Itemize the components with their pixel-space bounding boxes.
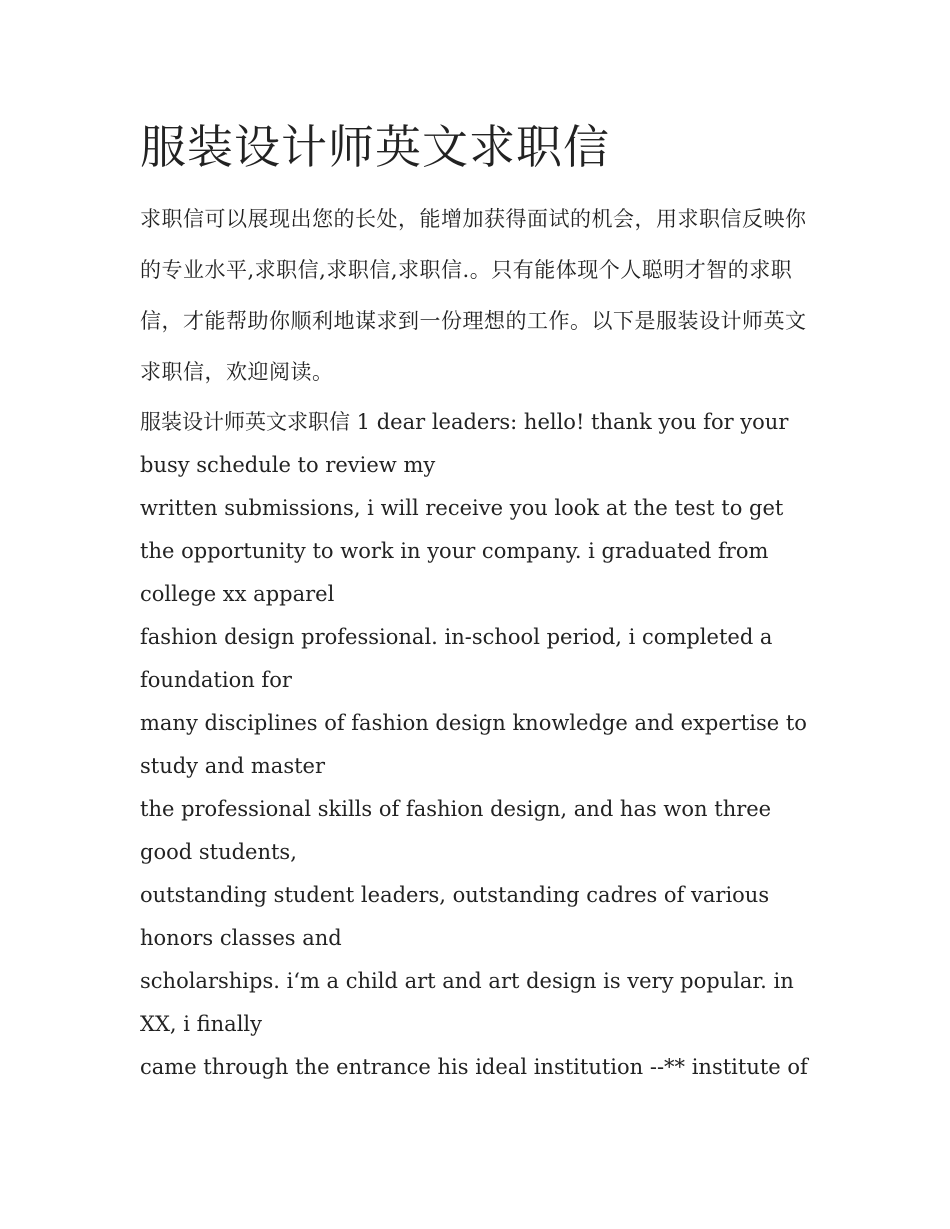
body-line-3: fashion design professional. in-school period, i completed a foundation for: [140, 625, 773, 692]
body-line-6: outstanding student leaders, outstanding cadres of various honors classes and: [140, 883, 770, 950]
body-line-8: came through the entrance his ideal institution --** institute of: [140, 1055, 808, 1079]
letter-body: [140, 401, 820, 1089]
body-line-4: many disciplines of fashion design knowledge and expertise to study and master: [140, 711, 807, 778]
body-line-1: 服装设计师英文求职信 1 dear leaders: hello! thank you for your busy schedule to review my: [140, 410, 789, 477]
intro-paragraph: 求职信可以展现出您的长处，能增加获得面试的机会，用求职信反映你的专业水平,求职信,求职信,求职信.。只有能体现个人聪明才智的求职信，才能帮助你顺利地谋求到一份理想的工作。以下是服装设计师英文求职信，欢迎阅读。: [140, 207, 807, 384]
document-page: [140, 112, 820, 1089]
document-title: 服装设计师英文求职信: [140, 120, 610, 174]
body-line-2: written submissions, i will receive you look at the test to get the opportunity to work in your company. i graduated from college xx apparel: [140, 496, 784, 606]
body-line-5: the professional skills of fashion design, and has won three good students,: [140, 797, 772, 864]
body-line-7: scholarships. i‘m a child art and art design is very popular. in XX, i finally: [140, 969, 794, 1036]
